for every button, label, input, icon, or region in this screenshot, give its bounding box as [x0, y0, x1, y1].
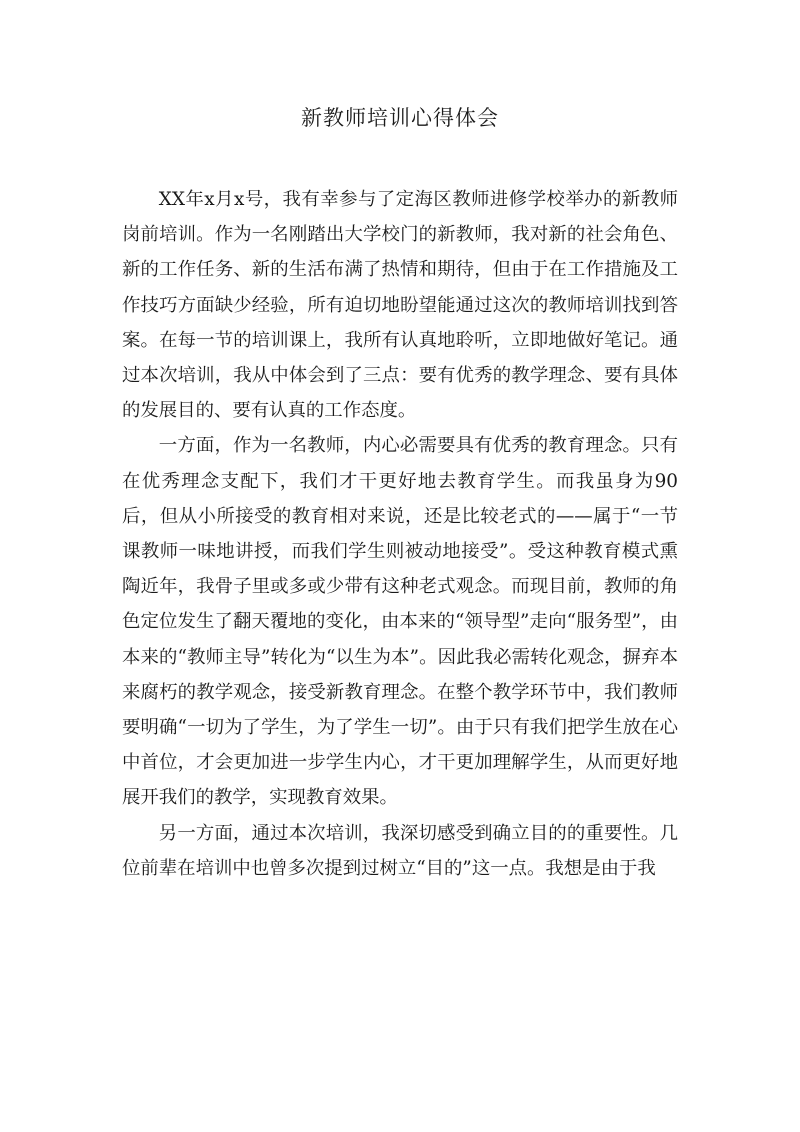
document-body: [122, 182, 678, 886]
document-title: 新教师培训心得体会: [301, 106, 499, 130]
paragraph-1: XX年x月x号，我有幸参与了定海区教师进修学校举办的新教师岗前培训。作为一名刚踏出大学校门的新教师，我对新的社会角色、新的工作任务、新的生活布满了热情和期待，但由于在工作措施及工作技巧方面缺少经验，所有迫切地盼望能通过这次的教师培训找到答案。在每一节的培训课上，我所有认真地聆听，立即地做好笔记。通过本次培训，我从中体会到了三点：要有优秀的教学理念、要有具体的发展目的、要有认真的工作态度。: [122, 189, 678, 422]
paragraph-3: 另一方面，通过本次培训，我深切感受到确立目的的重要性。几位前辈在培训中也曾多次提到过树立“目的”这一点。我想是由于我: [122, 822, 678, 879]
paragraph-2: 一方面，作为一名教师，内心必需要具有优秀的教育理念。只有在优秀理念支配下，我们才干更好地去教育学生。而我虽身为90后，但从小所接受的教育相对来说，还是比较老式的——属于“一节课教师一味地讲授，而我们学生则被动地接受”。受这种教育模式熏陶近年，我骨子里或多或少带有这种老式观念。而现目前，教师的角色定位发生了翻天覆地的变化，由本来的“领导型”走向“服务型”，由本来的“教师主导”转化为“以生为本”。因此我必需转化观念，摒弃本来腐朽的教学观念，接受新教育理念。在整个教学环节中，我们教师要明确“一切为了学生，为了学生一切”。由于只有我们把学生放在心中首位，才会更加进一步学生内心，才干更加理解学生，从而更好地展开我们的教学，实现教育效果。: [122, 435, 678, 809]
